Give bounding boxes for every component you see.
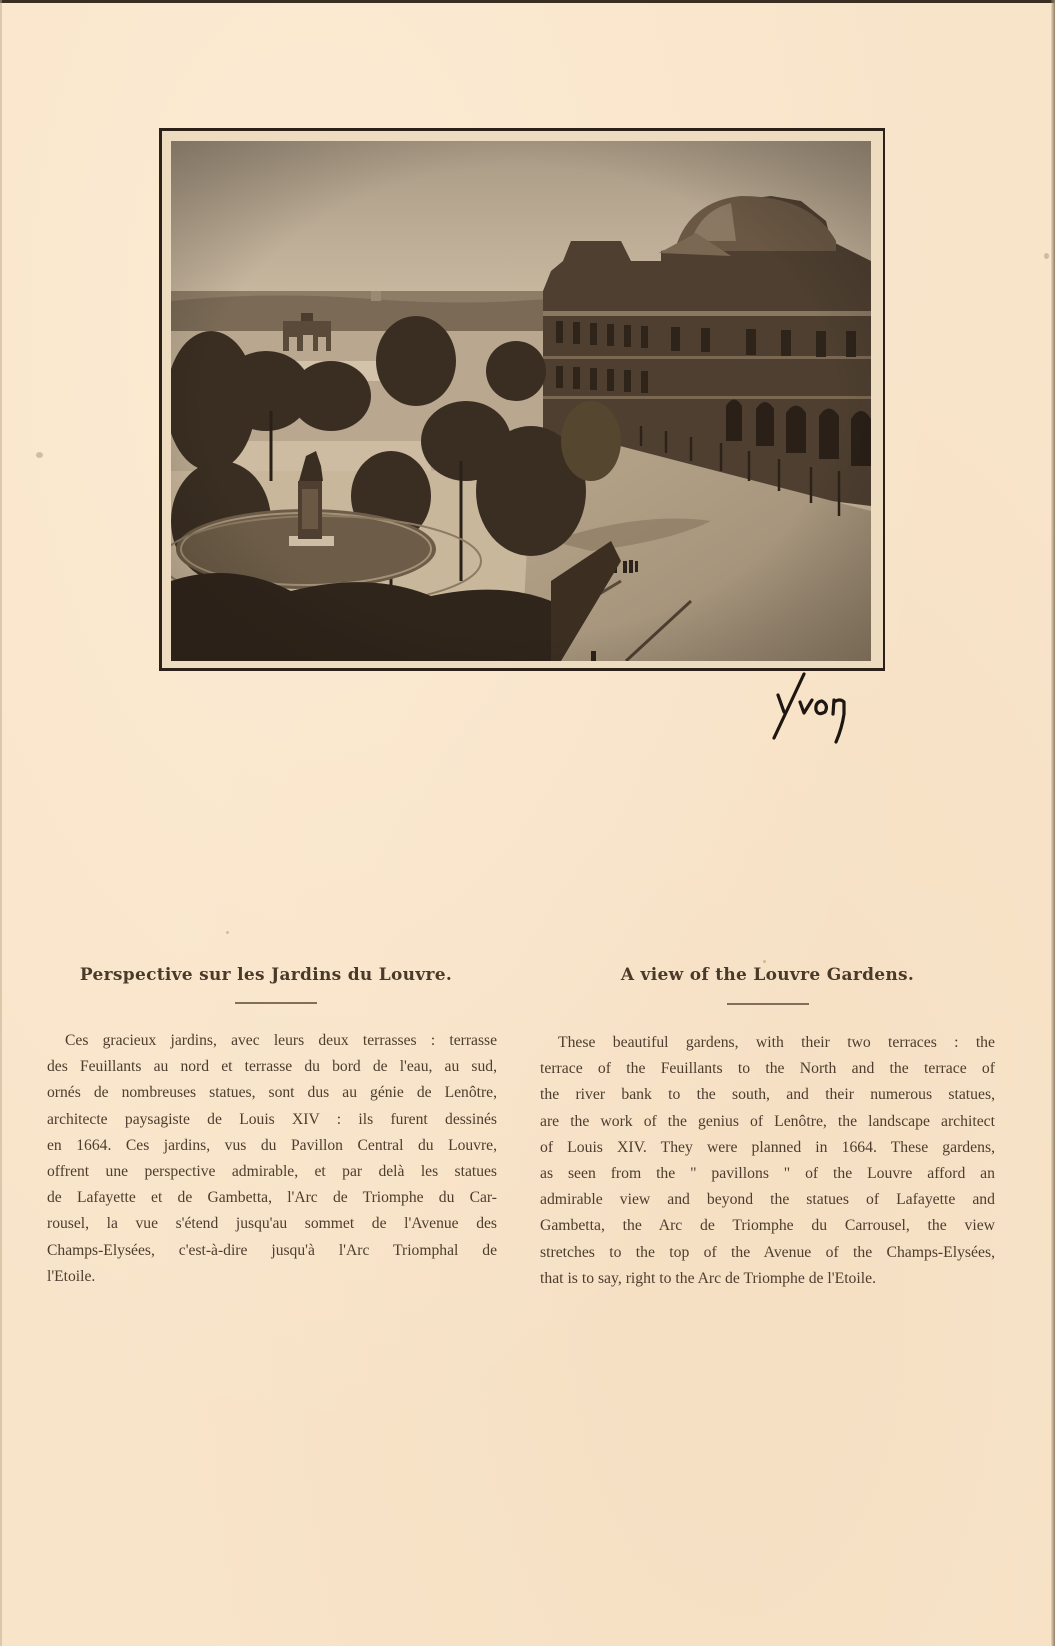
english-line: terrace of the Feuillants to the North and the terrace of — [540, 1060, 995, 1078]
english-line: Gambetta, the Arc de Triomphe du Carrousel, the view — [540, 1217, 995, 1235]
french-line: Ces gracieux jardins, avec leurs deux terrasses : terrasse — [65, 1032, 497, 1049]
english-title-rule — [727, 1003, 809, 1005]
english-line: are the work of the genius of Lenôtre, the landscape architect — [540, 1112, 995, 1130]
artist-signature — [770, 670, 870, 744]
card-right-edge-shadow — [1051, 0, 1055, 1646]
english-text-column — [540, 962, 995, 1292]
french-line: offrent une perspective admirable, et par delà les statues — [47, 1163, 497, 1181]
french-line: architecte paysagiste de Louis XIV : ils furent dessinés — [47, 1110, 497, 1128]
french-line: en 1664. Ces jardins, vus du Pavillon Central du Louvre, — [47, 1136, 497, 1154]
french-line: de Lafayette et de Gambetta, l'Arc de Triomphe du Car- — [47, 1189, 497, 1207]
french-text-column — [47, 962, 497, 1290]
photo-frame — [159, 128, 885, 671]
english-line: the river bank to the south, and their numerous statues, — [540, 1086, 995, 1104]
english-line: that is to say, right to the Arc de Triomphe de l'Etoile. — [540, 1269, 876, 1287]
english-line: as seen from the " pavillons " of the Louvre afford an — [540, 1165, 995, 1183]
french-title-rule — [235, 1002, 317, 1004]
french-line: ornés de nombreuses statues, sont dus au génie de Lenôtre, — [47, 1084, 497, 1102]
english-title: A view of the Louvre Gardens. — [620, 965, 915, 985]
louvre-gardens-photo — [171, 141, 871, 661]
french-paragraph — [47, 1028, 497, 1290]
english-line: admirable view and beyond the statues of Lafayette and — [540, 1191, 995, 1209]
french-line: rousel, la vue s'étend jusqu'au sommet de l'Avenue des — [47, 1215, 497, 1233]
card-left-edge — [0, 0, 2, 1646]
english-line: of Louis XIV. They were planned in 1664. These gardens, — [540, 1138, 995, 1156]
french-line: l'Etoile. — [47, 1267, 96, 1285]
paper-speck — [1044, 253, 1049, 259]
paper-speck — [226, 931, 229, 934]
french-line: Champs-Elysées, c'est-à-dire jusqu'à l'Arc Triomphal de — [47, 1241, 497, 1259]
french-line: des Feuillants au nord et terrasse du bord de l'eau, au sud, — [47, 1058, 497, 1076]
english-line: stretches to the top of the Avenue of the Champs-Elysées, — [540, 1243, 995, 1261]
photo-illustration — [171, 141, 871, 661]
english-line: These beautiful gardens, with their two terraces : the — [558, 1034, 995, 1051]
card-top-edge — [0, 0, 1055, 3]
french-title: Perspective sur les Jardins du Louvre. — [79, 965, 453, 985]
paper-speck — [36, 452, 43, 458]
english-paragraph — [540, 1030, 995, 1292]
